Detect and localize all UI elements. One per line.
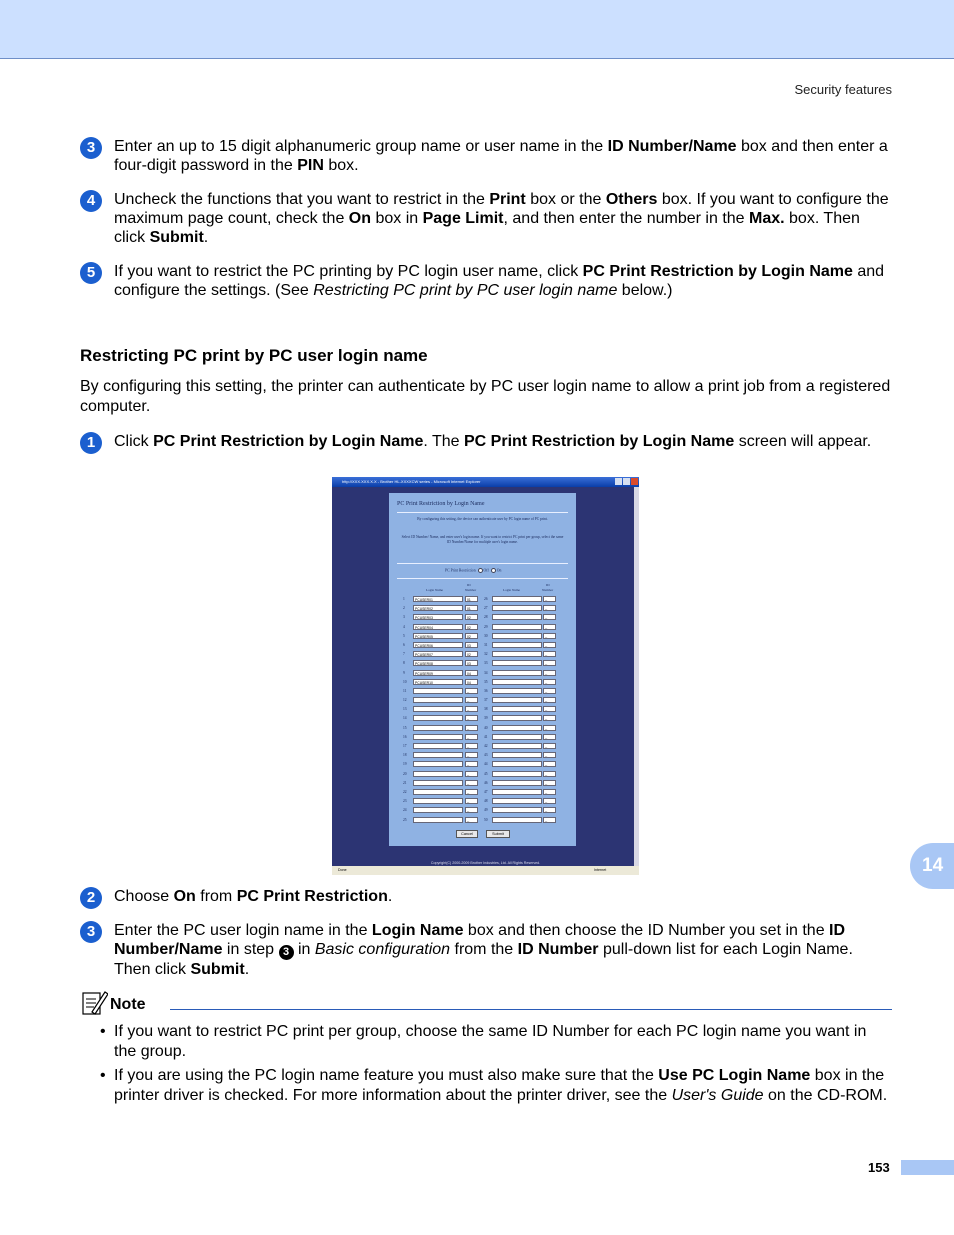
row-number: 15 xyxy=(403,725,407,730)
id-number-select[interactable]: -- xyxy=(543,660,556,666)
login-name-input[interactable] xyxy=(413,752,463,758)
row-number: 44 xyxy=(484,762,488,767)
text-run: box and then choose the ID Number you set in the xyxy=(463,922,830,939)
login-name-input[interactable] xyxy=(413,706,463,712)
row-number: 41 xyxy=(484,734,488,739)
login-name-input[interactable]: PCUSER03 xyxy=(413,614,463,620)
row-number: 43 xyxy=(484,753,488,758)
page-number: 153 xyxy=(868,1160,890,1175)
on-label: On xyxy=(496,568,502,573)
login-name-input[interactable]: PCUSER02 xyxy=(413,605,463,611)
login-name-input[interactable] xyxy=(413,688,463,694)
row-number: 18 xyxy=(403,753,407,758)
bullet-dot: • xyxy=(100,1023,106,1040)
bold-term: PIN xyxy=(297,157,324,174)
note-header xyxy=(82,990,892,1018)
row-number: 35 xyxy=(484,679,488,684)
id-number-select[interactable]: -- xyxy=(543,752,556,758)
row-number: 6 xyxy=(403,642,405,647)
row-number: 22 xyxy=(403,789,407,794)
id-number-select[interactable]: -- xyxy=(543,642,556,648)
bold-term: Print xyxy=(489,191,526,208)
bold-term: Submit xyxy=(190,961,245,978)
id-number-select[interactable]: -- xyxy=(543,651,556,657)
id-number-select[interactable]: -- xyxy=(465,817,478,823)
bold-term: Others xyxy=(605,191,658,208)
browser-screenshot xyxy=(332,477,639,875)
text-run: box and then enter a four-digit password in the xyxy=(114,138,888,174)
row-number: 21 xyxy=(403,780,407,785)
row-number: 16 xyxy=(403,734,407,739)
id-header-right: ID xyxy=(546,583,550,587)
step-number: 3 xyxy=(80,137,102,159)
login-name-input[interactable] xyxy=(413,817,463,823)
row-number: 10 xyxy=(403,679,407,684)
id-number-select[interactable]: -- xyxy=(465,807,478,813)
close-icon[interactable] xyxy=(631,478,638,485)
row-number: 36 xyxy=(484,688,488,693)
login-name-input[interactable] xyxy=(492,725,542,731)
row-number: 39 xyxy=(484,716,488,721)
text-run: box. If you want to configure the maximum page count, check the xyxy=(114,191,889,227)
id-number-select[interactable]: -- xyxy=(543,688,556,694)
id-number-select[interactable]: -- xyxy=(543,633,556,639)
text-run: and configure the settings. (See xyxy=(114,263,885,299)
on-radio[interactable] xyxy=(491,568,496,573)
step-text xyxy=(114,262,892,300)
id-number-select[interactable]: -- xyxy=(543,725,556,731)
step-3-group-name xyxy=(80,137,892,175)
id-number-select[interactable]: -- xyxy=(543,780,556,786)
login-name-input[interactable] xyxy=(492,771,542,777)
panel-title: PC Print Restriction by Login Name xyxy=(397,501,485,507)
id-number-select[interactable]: -- xyxy=(543,807,556,813)
row-number: 33 xyxy=(484,661,488,666)
login-name-input[interactable] xyxy=(413,725,463,731)
login-name-input[interactable] xyxy=(492,789,542,795)
id-number-select[interactable]: -- xyxy=(465,715,478,721)
step-text xyxy=(114,432,892,451)
bold-term: ID Number xyxy=(517,941,599,958)
text-run: box in the printer driver is checked. For more information about the printer driver, see the xyxy=(114,1067,885,1104)
login-name-input[interactable] xyxy=(492,706,542,712)
status-done: Done xyxy=(338,868,347,872)
row-number: 23 xyxy=(403,799,407,804)
note-pen-icon xyxy=(82,990,108,1016)
divider xyxy=(397,563,568,564)
bold-term: ID Number/Name xyxy=(607,138,737,155)
row-number: 2 xyxy=(403,606,405,611)
bold-term: Max. xyxy=(749,210,785,227)
chapter-tab: 14 xyxy=(910,843,954,889)
off-radio[interactable] xyxy=(478,568,483,573)
row-number: 1 xyxy=(403,597,405,601)
text-run: box in xyxy=(371,210,423,227)
text-run: Click xyxy=(114,433,154,450)
scrollbar[interactable] xyxy=(634,487,639,866)
login-name-input[interactable] xyxy=(413,697,463,703)
id-number-select[interactable]: 01 xyxy=(465,605,478,611)
login-name-input[interactable] xyxy=(492,651,542,657)
text-run: in xyxy=(293,941,315,958)
section-heading: Restricting PC print by PC user login name xyxy=(80,346,428,365)
text-run: box or the xyxy=(525,191,606,208)
login-name-input[interactable]: PCUSER04 xyxy=(413,624,463,630)
login-name-input[interactable]: PCUSER01 xyxy=(413,596,463,602)
row-number: 42 xyxy=(484,744,488,748)
row-number: 19 xyxy=(403,762,407,767)
step-2-choose-on xyxy=(80,887,892,906)
row-number: 8 xyxy=(403,661,405,666)
login-name-input[interactable] xyxy=(492,642,542,648)
id-number-select[interactable]: -- xyxy=(543,771,556,777)
row-number: 49 xyxy=(484,808,488,813)
text-run: in step xyxy=(222,941,279,958)
id-number-select[interactable]: -- xyxy=(543,596,556,602)
copyright: Copyright(C) 2000-2009 Brother Industries, Ltd. All Rights Reserved. xyxy=(430,861,541,865)
text-run: Uncheck the functions that you want to restrict in the xyxy=(114,191,490,208)
login-name-input[interactable] xyxy=(413,761,463,767)
id-number-select[interactable]: -- xyxy=(543,697,556,703)
login-name-input[interactable]: PCUSER08 xyxy=(413,660,463,666)
status-bar xyxy=(332,866,639,875)
login-name-input[interactable] xyxy=(492,624,542,630)
login-name-input[interactable] xyxy=(492,660,542,666)
step-number: 4 xyxy=(80,190,102,212)
bold-term: PC Print Restriction xyxy=(236,888,388,905)
id-number-select[interactable]: -- xyxy=(543,706,556,712)
row-number: 28 xyxy=(484,615,488,620)
panel-description-1: By configuring this setting, the device can authenticate user by PC login name of PC print. xyxy=(417,517,548,521)
row-number: 5 xyxy=(403,633,405,638)
minimize-icon[interactable] xyxy=(615,478,622,485)
login-name-input[interactable]: PCUSER09 xyxy=(413,670,463,676)
id-number-select[interactable]: -- xyxy=(465,734,478,740)
step-number: 1 xyxy=(80,432,102,454)
login-name-input[interactable] xyxy=(492,734,542,740)
row-number: 25 xyxy=(403,817,407,822)
number-header-left: Number xyxy=(465,588,477,592)
id-number-select[interactable]: -- xyxy=(465,706,478,712)
login-name-input[interactable] xyxy=(492,780,542,786)
id-number-select[interactable]: -- xyxy=(543,734,556,740)
text-run: Enter the PC user login name in the xyxy=(114,922,372,939)
italic-ref: User's Guide xyxy=(671,1087,764,1104)
id-number-select[interactable]: 02 xyxy=(465,624,478,630)
row-number: 9 xyxy=(403,670,405,675)
row-number: 24 xyxy=(403,808,407,813)
bold-term: Submit xyxy=(149,229,204,246)
login-name-input[interactable] xyxy=(492,596,542,602)
row-number: 30 xyxy=(484,633,488,638)
id-number-select[interactable]: 01 xyxy=(465,596,478,602)
step-text xyxy=(114,887,892,906)
row-number: 32 xyxy=(484,652,488,657)
id-number-select[interactable]: -- xyxy=(465,697,478,703)
row-number: 45 xyxy=(484,771,488,776)
bold-term: Login Name xyxy=(371,922,464,939)
login-name-input[interactable]: PCUSER06 xyxy=(413,642,463,648)
id-number-select[interactable]: -- xyxy=(465,752,478,758)
settings-panel xyxy=(389,493,576,846)
login-header-right: Login Name xyxy=(503,588,521,592)
bullet-text xyxy=(114,1067,887,1104)
text-run: box. Then click xyxy=(114,210,860,246)
text-run: below.) xyxy=(617,282,673,299)
login-name-input[interactable] xyxy=(413,789,463,795)
row-number: 13 xyxy=(403,707,407,712)
login-name-input[interactable] xyxy=(492,817,542,823)
text-run: box. xyxy=(323,157,359,174)
italic-ref: Basic configuration xyxy=(314,941,451,958)
id-number-select[interactable]: -- xyxy=(465,743,478,749)
step-number: 3 xyxy=(80,921,102,943)
login-name-input[interactable] xyxy=(413,771,463,777)
id-number-select[interactable]: 03 xyxy=(465,642,478,648)
row-number: 34 xyxy=(484,670,488,675)
cancel-button[interactable]: Cancel xyxy=(456,830,478,838)
id-number-select[interactable]: -- xyxy=(543,679,556,685)
id-header-left: ID xyxy=(467,583,471,587)
login-name-input[interactable] xyxy=(492,761,542,767)
row-number: 4 xyxy=(403,624,405,629)
login-name-input[interactable] xyxy=(492,688,542,694)
step-text xyxy=(114,921,892,979)
bold-term: On xyxy=(348,210,371,227)
row-number: 47 xyxy=(484,789,488,794)
bold-term: Page Limit xyxy=(422,210,504,227)
text-run: . xyxy=(244,961,250,978)
login-name-input[interactable] xyxy=(492,633,542,639)
login-name-input[interactable]: PCUSER10 xyxy=(413,679,463,685)
login-name-input[interactable] xyxy=(413,743,463,749)
submit-button[interactable]: Submit xyxy=(486,830,510,838)
step-number: 5 xyxy=(80,262,102,284)
login-name-input[interactable] xyxy=(492,743,542,749)
step-5-pc-restriction xyxy=(80,262,892,300)
text-run: If you want to restrict the PC printing by PC login user name, click xyxy=(114,263,583,280)
running-header: Security features xyxy=(794,82,892,97)
text-run: from the xyxy=(450,941,518,958)
login-name-input[interactable] xyxy=(492,715,542,721)
bold-term: ID Number/Name xyxy=(114,922,846,958)
id-number-select[interactable]: -- xyxy=(543,798,556,804)
bold-term: Use PC Login Name xyxy=(658,1067,811,1084)
text-run: . xyxy=(203,229,209,246)
login-name-input[interactable] xyxy=(492,807,542,813)
browser-title: http://XXX.XXX.X.X - Brother HL-XXXXCW series - Microsoft Internet Explorer xyxy=(342,479,481,484)
login-name-input[interactable] xyxy=(492,605,542,611)
row-number: 12 xyxy=(403,698,407,703)
row-number: 20 xyxy=(403,771,407,776)
id-number-select[interactable]: -- xyxy=(543,789,556,795)
step-text xyxy=(114,137,892,175)
id-number-select[interactable]: -- xyxy=(465,688,478,694)
divider xyxy=(397,578,568,579)
login-name-input[interactable] xyxy=(492,670,542,676)
text-run: If you are using the PC login name feature you must also make sure that the xyxy=(114,1067,659,1084)
note-rule xyxy=(170,1009,892,1010)
id-number-select[interactable]: -- xyxy=(465,761,478,767)
section-intro: By configuring this setting, the printer can authenticate by PC user login name to allow a print job from a registered computer. xyxy=(80,378,891,415)
header-band xyxy=(0,0,954,59)
login-name-input[interactable]: PCUSER05 xyxy=(413,633,463,639)
id-number-select[interactable]: -- xyxy=(465,780,478,786)
status-zone: Internet xyxy=(594,868,607,872)
text-run: screen will appear. xyxy=(734,433,872,450)
row-number: 11 xyxy=(403,688,407,693)
bold-term: On xyxy=(173,888,196,905)
login-name-input[interactable] xyxy=(492,697,542,703)
row-number: 31 xyxy=(484,642,488,647)
text-run: on the CD-ROM. xyxy=(763,1087,888,1104)
restriction-setting xyxy=(445,568,501,573)
id-number-select[interactable]: 02 xyxy=(465,633,478,639)
step-1-click-link xyxy=(80,432,892,451)
divider xyxy=(397,512,568,513)
row-number: 26 xyxy=(484,597,488,601)
bullet-dot: • xyxy=(100,1067,106,1084)
login-name-input[interactable] xyxy=(413,807,463,813)
text-run: . The xyxy=(423,433,464,450)
text-run: If you want to restrict PC print per group, choose the same ID Number for each PC login name you want in the group. xyxy=(114,1023,867,1060)
login-name-input[interactable] xyxy=(492,614,542,620)
number-header-right: Number xyxy=(542,588,554,592)
id-number-select[interactable]: 02 xyxy=(465,651,478,657)
text-run: Choose xyxy=(114,888,174,905)
row-number: 48 xyxy=(484,799,488,804)
text-run: from xyxy=(195,888,237,905)
id-number-select[interactable]: -- xyxy=(465,725,478,731)
login-header-left: Login Name xyxy=(426,588,444,592)
step-3-enter-login xyxy=(80,921,892,979)
login-name-input[interactable] xyxy=(413,715,463,721)
bold-term: PC Print Restriction by Login Name xyxy=(582,263,853,280)
text-run: Enter an up to 15 digit alphanumeric group name or user name in the xyxy=(114,138,608,155)
row-number: 37 xyxy=(484,698,488,703)
row-number: 17 xyxy=(403,744,407,748)
login-name-input[interactable] xyxy=(492,798,542,804)
row-number: 50 xyxy=(484,817,488,822)
id-number-select[interactable]: -- xyxy=(543,743,556,749)
id-number-select[interactable]: 04 xyxy=(465,670,478,676)
row-number: 3 xyxy=(403,615,405,620)
id-number-select[interactable]: -- xyxy=(543,605,556,611)
text-run: . xyxy=(387,888,393,905)
row-number: 46 xyxy=(484,780,488,785)
id-number-select[interactable]: -- xyxy=(543,715,556,721)
note-label: Note xyxy=(110,996,146,1013)
login-name-input[interactable] xyxy=(492,752,542,758)
id-number-select[interactable]: -- xyxy=(543,670,556,676)
id-number-select[interactable]: -- xyxy=(465,789,478,795)
row-number: 27 xyxy=(484,606,488,611)
bullet-text xyxy=(114,1023,866,1060)
login-name-input[interactable] xyxy=(413,798,463,804)
bold-term: PC Print Restriction by Login Name xyxy=(153,433,424,450)
row-number: 40 xyxy=(484,725,488,730)
step-4-uncheck-functions xyxy=(80,190,892,247)
id-number-select[interactable]: 04 xyxy=(465,679,478,685)
row-number: 29 xyxy=(484,624,488,629)
id-number-select[interactable]: -- xyxy=(465,798,478,804)
login-name-input[interactable]: PCUSER07 xyxy=(413,651,463,657)
id-number-select[interactable]: -- xyxy=(543,614,556,620)
browser-title-bar xyxy=(332,477,639,487)
id-number-select[interactable]: 03 xyxy=(465,660,478,666)
text-run: , and then enter the number in the xyxy=(503,210,749,227)
page-number-bar xyxy=(901,1160,954,1175)
step-ref-badge: 3 xyxy=(279,945,294,960)
off-label: Off xyxy=(483,568,489,573)
row-number: 7 xyxy=(403,652,405,657)
maximize-icon[interactable] xyxy=(623,478,630,485)
id-number-select[interactable]: -- xyxy=(543,817,556,823)
restriction-label: PC Print Restriction xyxy=(445,568,476,573)
id-number-select[interactable]: -- xyxy=(543,624,556,630)
text-run: pull-down list for each Login Name. Then click xyxy=(114,941,853,978)
row-number: 14 xyxy=(403,716,407,721)
italic-ref: Restricting PC print by PC user login name xyxy=(313,282,618,299)
step-number: 2 xyxy=(80,887,102,909)
note-bullet xyxy=(100,1022,892,1062)
note-bullet xyxy=(100,1066,892,1106)
id-number-select[interactable]: -- xyxy=(543,761,556,767)
row-number: 38 xyxy=(484,707,488,712)
login-name-input[interactable] xyxy=(413,780,463,786)
panel-description-2: Select ID Number/ Name, and enter user's login name. If you want to restrict PC print per group, select the same ID Number/Name for multiple user's login name. xyxy=(401,535,564,544)
login-name-input[interactable] xyxy=(492,679,542,685)
id-number-select[interactable]: 02 xyxy=(465,614,478,620)
login-name-input[interactable] xyxy=(413,734,463,740)
step-text xyxy=(114,190,892,247)
id-number-select[interactable]: -- xyxy=(465,771,478,777)
bold-term: PC Print Restriction by Login Name xyxy=(464,433,735,450)
